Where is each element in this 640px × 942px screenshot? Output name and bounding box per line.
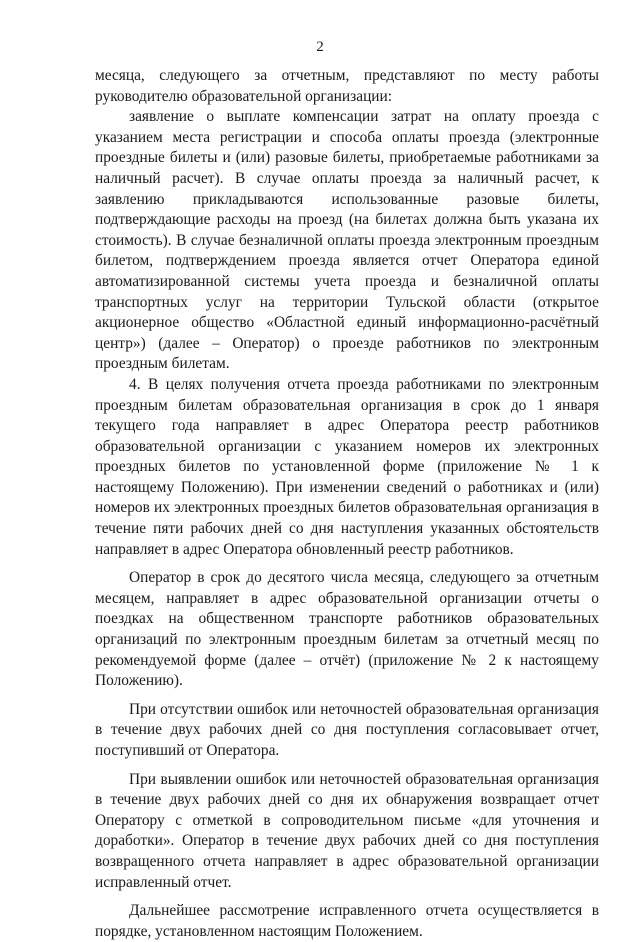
paragraph-continuation: месяца, следующего за отчетным, представляют по месту работы руководителю образовательной организации: — [95, 67, 599, 105]
paragraph-further-review: Дальнейшее рассмотрение исправленного отчета осуществляется в порядке, установленном настоящим Положением. — [95, 902, 599, 940]
paragraph-operator-report: Оператор в срок до десятого числа месяца, следующего за отчетным месяцем, направляет в адрес образовательной организации отчеты о поездках на общественном транспорте работников образовательных организаций по электронным проездным билетам за отчетный месяц по рекомендуемой форме (далее – отчёт) (приложение № 2 к настоящему Положению). — [95, 569, 599, 690]
paragraph-application: заявление о выплате компенсации затрат на оплату проезда с указанием места регистрации и способа оплаты проезда (электронные проездные билеты и (или) разовые билеты, приобретаемые работниками за наличный расчет). В случае оплаты проезда за наличный расчет, к заявлению прикладываются использованные разовые билеты, подтверждающие расходы на проезд (на билетах должна быть указана их стоимость). В случае безналичной оплаты проезда электронным проездным билетом, подтверждением проезда является отчет Оператора единой автоматизированной системы учета проезда и безналичной оплаты транспортных услуг на территории Тульской области (открытое акционерное общество «Областной единый информационно-расчётный центр») (далее – Оператор) о проезде работников по электронным проездным билетам. — [95, 108, 599, 373]
document-body — [95, 66, 599, 942]
page-number: 2 — [316, 39, 324, 55]
paragraph-no-errors: При отсутствии ошибок или неточностей образовательная организация в течение двух рабочих дней со дня поступления согласовывает отчет, поступивший от Оператора. — [95, 700, 599, 759]
paragraph-item-4: 4. В целях получения отчета проезда работниками по электронным проездным билетам образовательная организация в срок до 1 января текущего года направляет в адрес Оператора реестр работников образовательной организации с указанием номеров их электронных проездных билетов по установленной форме (приложение № 1 к настоящему Положению). При изменении сведений о работниках и (или) номеров их электронных проездных билетов образовательная организация в течение пяти рабочих дней со дня наступления указанных обстоятельств направляет в адрес Оператора обновленный реестр работников. — [95, 375, 599, 558]
paragraph-errors-found: При выявлении ошибок или неточностей образовательная организация в течение двух рабочих дней со дня их обнаружения возвращает отчет Оператору с отметкой в сопроводительном письме «для уточнения и доработки». Оператор в течение двух рабочих дней со дня поступления возвращенного отчета направляет в адрес образовательной организации исправленный отчет. — [95, 770, 599, 891]
